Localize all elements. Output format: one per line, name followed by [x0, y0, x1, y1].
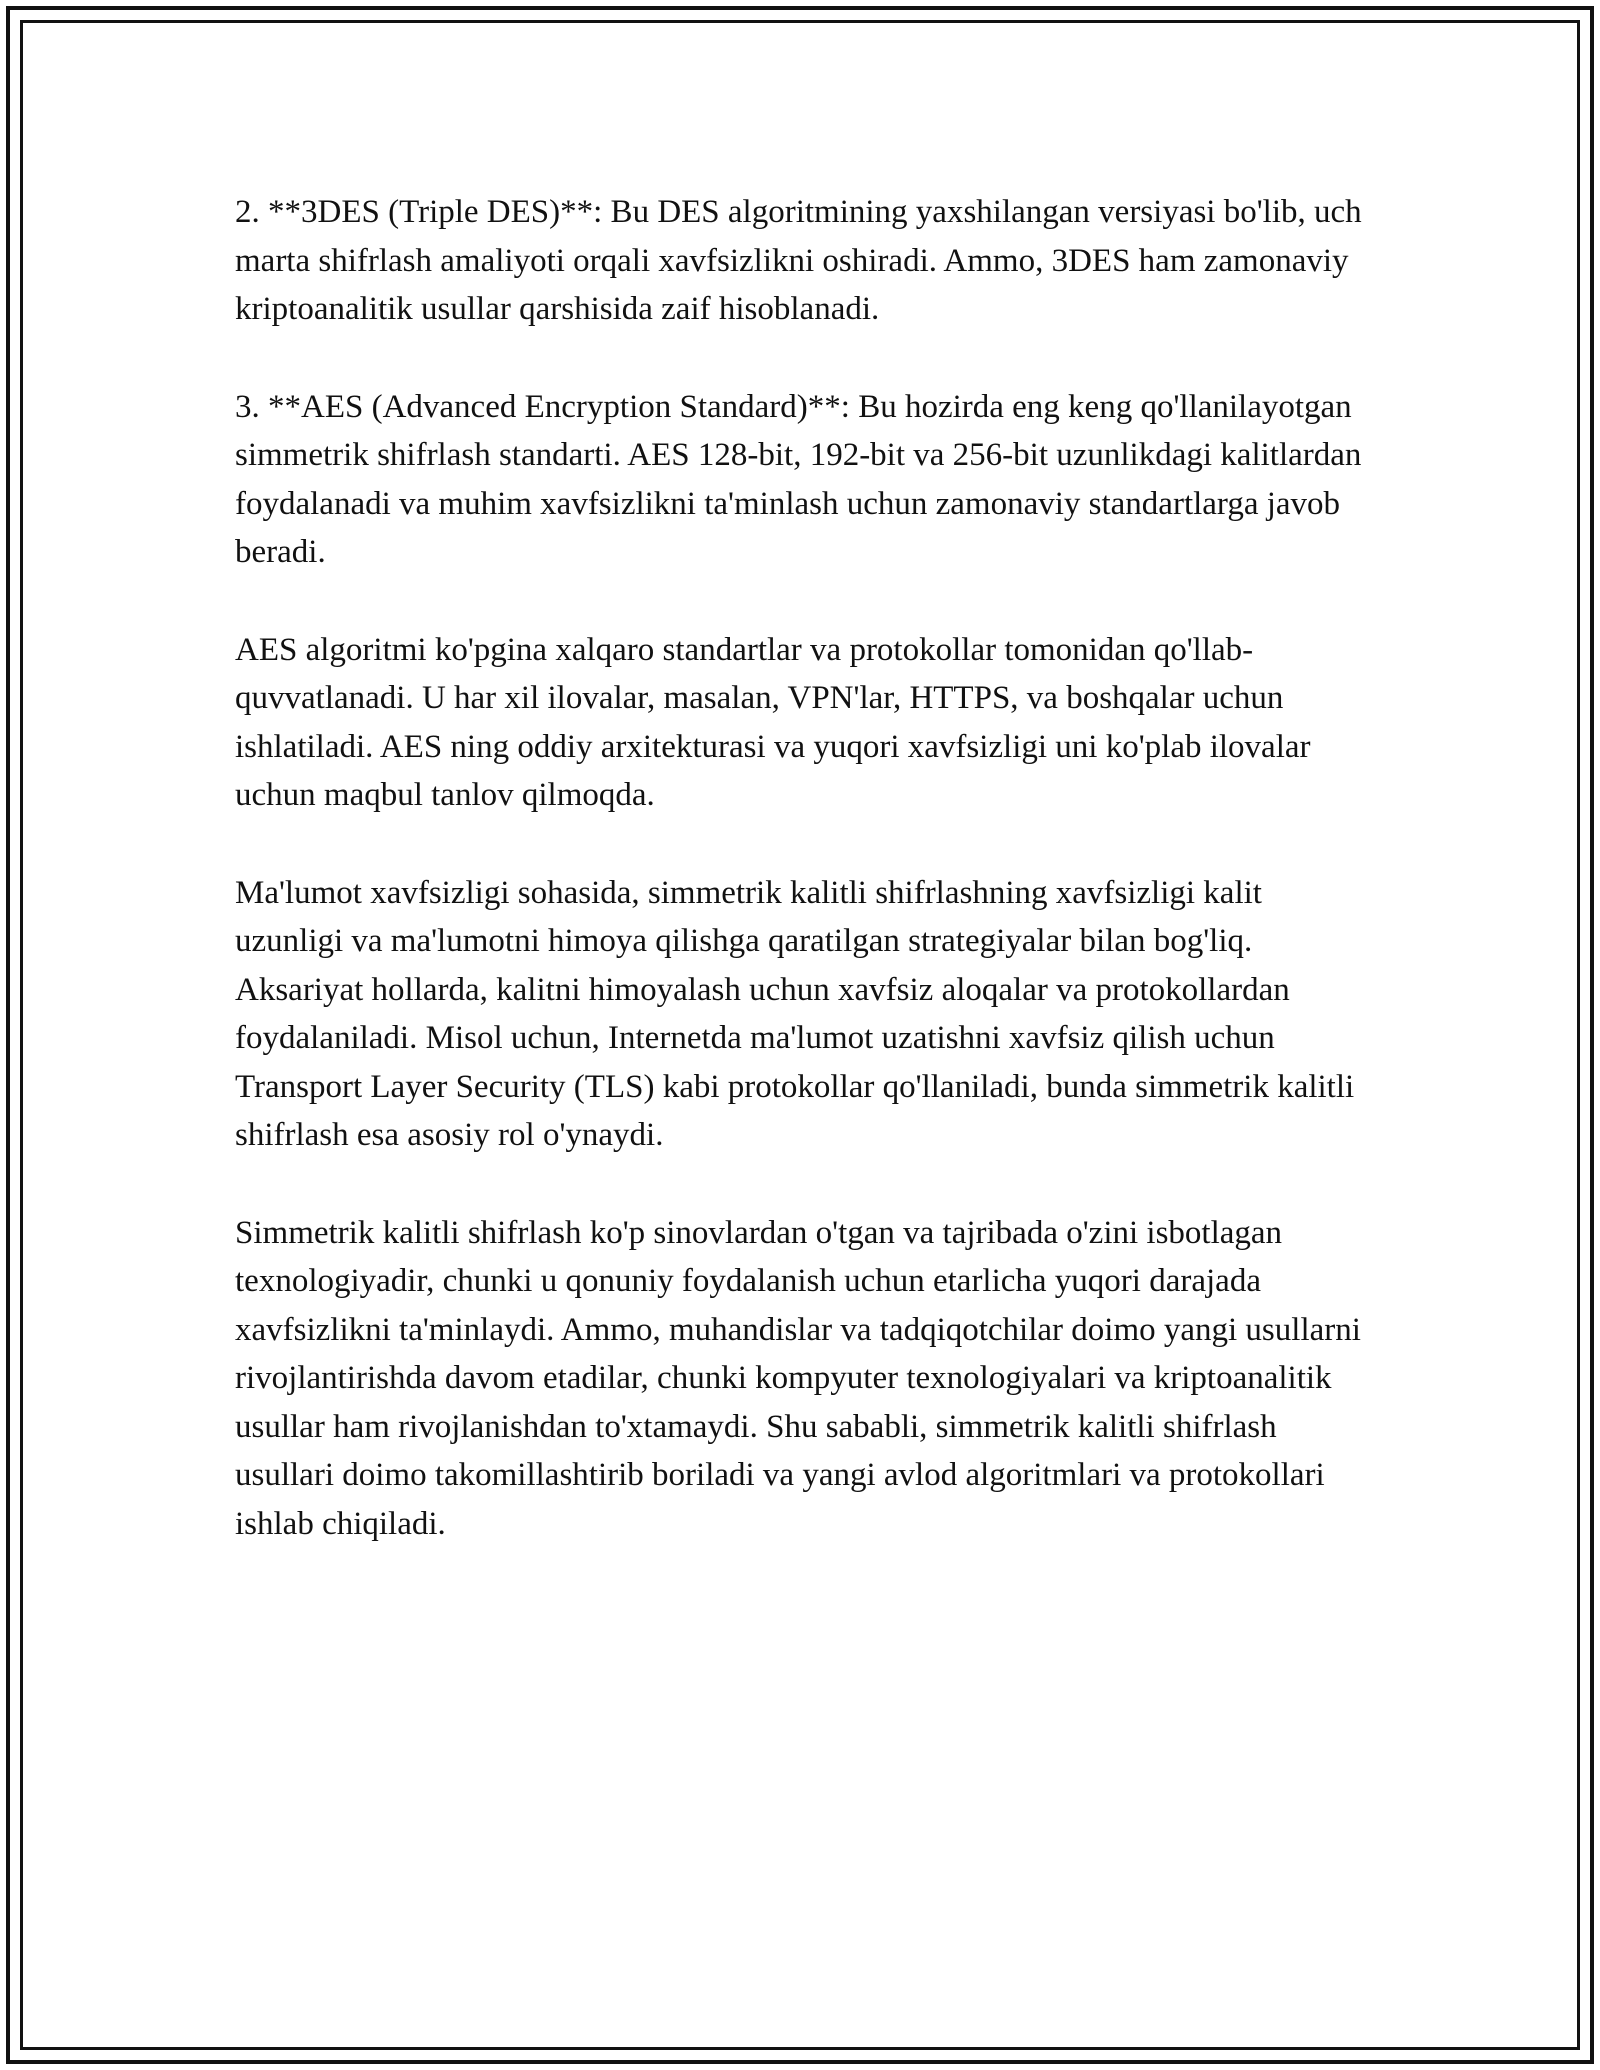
- paragraph-aes: 3. **AES (Advanced Encryption Standard)**: Bu hozirda eng keng qo'llanilayotgan simmetrik shifrlash standarti. AES 128-bit, 192-bit va 256-bit uzunlikdagi kalitlardan foydalanadi va muhim xavfsizlikni ta'minlash uchun zamonaviy standartlarga javob beradi.: [235, 388, 1362, 570]
- paragraph-aes-support: AES algoritmi ko'pgina xalqaro standartlar va protokollar tomonidan qo'llab-quvvatlanadi. U har xil ilovalar, masalan, VPN'lar, HTTPS, va boshqalar uchun ishlatiladi. AES ning oddiy arxitekturasi va yuqori xavfsizligi uni ko'plab ilovalar uchun maqbul tanlov qilmoqda.: [235, 631, 1311, 813]
- paragraph-data-security: Ma'lumot xavfsizligi sohasida, simmetrik kalitli shifrlashning xavfsizligi kalit uzunligi va ma'lumotni himoya qilishga qaratilgan strategiyalar bilan bog'liq. Aksariyat hollarda, kalitni himoyalash uchun xavfsiz aloqalar va protokollardan foydalaniladi. Misol uchun, Internetda ma'lumot uzatishni xavfsiz qilish uchun Transport Layer Security (TLS) kabi protokollar qo'llaniladi, bunda simmetrik kalitli shifrlash esa asosiy rol o'ynaydi.: [235, 874, 1355, 1153]
- paragraph-conclusion: Simmetrik kalitli shifrlash ko'p sinovlardan o'tgan va tajribada o'zini isbotlagan texnologiyadir, chunki u qonuniy foydalanish uchun etarlicha yuqori darajada xavfsizlikni ta'minlaydi. Ammo, muhandislar va tadqiqotchilar doimo yangi usullarni rivojlantirishda davom etadilar, chunki kompyuter texnologiyalari va kriptoanalitik usullar ham rivojlanishdan to'xtamaydi. Shu sababli, simmetrik kalitli shifrlash usullari doimo takomillashtirib boriladi va yangi avlod algoritmlari va protokollari ishlab chiqiladi.: [235, 1214, 1361, 1542]
- paragraph-3des: 2. **3DES (Triple DES)**: Bu DES algoritmining yaxshilangan versiyasi bo'lib, uch marta shifrlash amaliyoti orqali xavfsizlikni oshiradi. Ammo, 3DES ham zamonaviy kriptoanalitik usullar qarshisida zaif hisoblanadi.: [235, 194, 1362, 327]
- document-body: [235, 188, 1375, 1597]
